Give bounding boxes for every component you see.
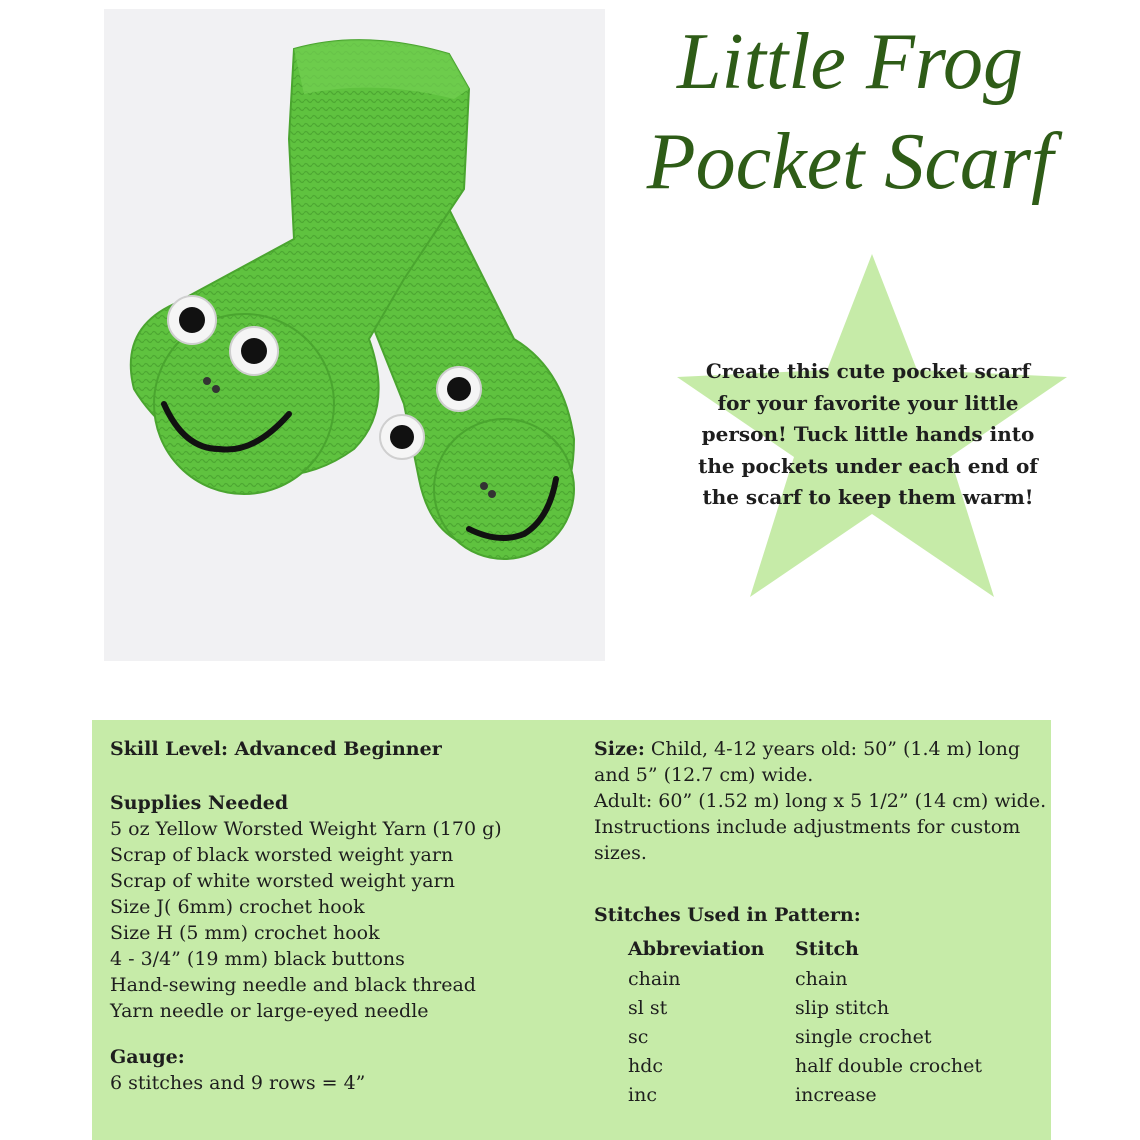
title-line-1: Little Frog (677, 18, 1023, 106)
stitch-cell: chain (795, 967, 848, 990)
table-row (594, 964, 982, 993)
supply-item: Scrap of black worsted weight yarn (110, 844, 454, 866)
supplies-heading: Supplies Needed (110, 792, 289, 814)
column-header-stitch: Stitch (795, 938, 859, 960)
star-blurb: Create this cute pocket scarf for your favorite your little person! Tuck little hands into the pockets under each end of the scarf to keep them warm! (698, 359, 1038, 509)
table-row (594, 1080, 982, 1109)
size-line-text: Child, 4-12 years old: 50” (1.4 m) long (650, 738, 1021, 760)
gauge-text: 6 stitches and 9 rows = 4” (110, 1072, 366, 1094)
size-line: Adult: 60” (1.52 m) long x 5 1/2” (14 cm) wide. (594, 790, 1047, 812)
stitches-heading: Stitches Used in Pattern: (594, 904, 861, 926)
supply-item: Size J( 6mm) crochet hook (110, 896, 365, 918)
size-line (594, 736, 1044, 762)
stitches-table (594, 934, 982, 1109)
abbreviation-cell: chain (628, 967, 681, 990)
frog-scarf-illustration (104, 9, 605, 661)
stitch-cell: single crochet (795, 1025, 932, 1048)
title-line-2: Pocket Scarf (646, 118, 1054, 206)
table-row (594, 1022, 982, 1051)
page-title (600, 12, 1100, 212)
stitch-cell: half double crochet (795, 1054, 982, 1077)
stitch-cell: increase (795, 1083, 877, 1106)
supply-item: Yarn needle or large-eyed needle (110, 1000, 429, 1022)
supply-item: Size H (5 mm) crochet hook (110, 922, 380, 944)
size-line: Instructions include adjustments for custom (594, 816, 1021, 838)
left-column (110, 736, 580, 1096)
gauge-heading: Gauge: (110, 1046, 185, 1068)
abbreviation-cell: sl st (628, 996, 668, 1019)
column-header-abbreviation: Abbreviation (628, 938, 765, 960)
supply-item: 4 - 3/4” (19 mm) black buttons (110, 948, 405, 970)
abbreviation-cell: inc (628, 1083, 657, 1106)
abbreviation-cell: sc (628, 1025, 649, 1048)
size-line: and 5” (12.7 cm) wide. (594, 764, 814, 786)
table-row (594, 1051, 982, 1080)
scarf-photo (104, 9, 605, 661)
supply-item: Scrap of white worsted weight yarn (110, 870, 455, 892)
table-header-row (594, 934, 982, 964)
supply-item: 5 oz Yellow Worsted Weight Yarn (170 g) (110, 818, 502, 840)
supply-item: Hand-sewing needle and black thread (110, 974, 476, 996)
right-column (594, 736, 1047, 1109)
stitch-cell: slip stitch (795, 996, 890, 1019)
skill-level: Skill Level: Advanced Beginner (110, 738, 442, 760)
abbreviation-cell: hdc (628, 1054, 664, 1077)
size-line: sizes. (594, 842, 647, 864)
size-label: Size: (594, 738, 645, 760)
table-row (594, 993, 982, 1022)
